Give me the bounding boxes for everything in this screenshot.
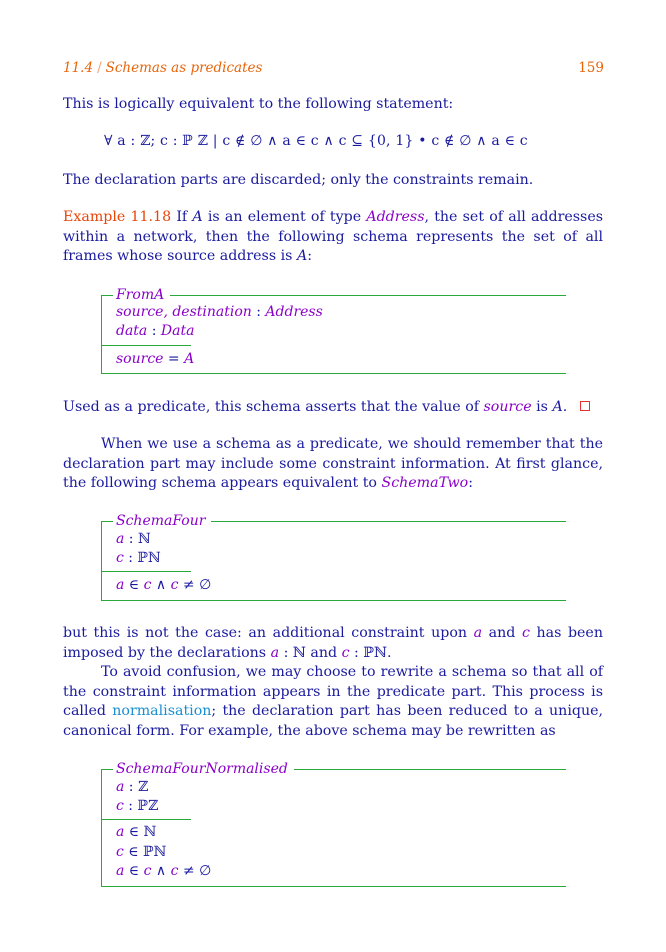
schema-declaration: c : ℙℕ [116, 550, 161, 566]
paragraph-5: but this is not the case: an additional constraint upon a and c has been imposed by the declarations a : ℕ and c : ℙℕ. [63, 625, 603, 661]
schema-declaration: data : Data [116, 323, 195, 339]
schema-schemafournormalised [101, 761, 566, 887]
schema-title: SchemaFourNormalised [113, 761, 294, 777]
qed-square-icon [580, 401, 590, 411]
type-name: Address [366, 209, 425, 225]
schema-declaration: source, destination : Address [116, 304, 323, 320]
page-number: 159 [578, 60, 604, 76]
schema-reference: SchemaTwo [381, 475, 469, 491]
schema-declaration: a : ℤ [116, 779, 149, 795]
schema-predicate: source = A [116, 351, 195, 367]
example-paragraph: Example 11.18 If A is an element of type Address, the set of all addresses within a network, then the following schema represents the set of all frames whose source address is A: [63, 209, 604, 264]
formula [104, 133, 528, 149]
schema-title: SchemaFour [113, 513, 211, 529]
paragraph-6: To avoid confusion, we may choose to rewrite a schema so that all of the constraint information appears in the predicate part. This process is called normalisation; the declaration part has been reduced to a unique, canonical form. For example, the above schema may be rewritten as [63, 664, 603, 739]
running-header: 11.4 / Schemas as predicates [63, 60, 263, 76]
paragraph-4: When we use a schema as a predicate, we should remember that the declaration part may include some constraint information. At first glance, the following schema appears equivalent to SchemaTwo: [63, 436, 603, 491]
paragraph-2: The declaration parts are discarded; only the constraints remain. [63, 172, 534, 188]
schema-title: FromA [113, 287, 170, 303]
schema-predicate: a ∈ ℕ [116, 824, 157, 840]
section-number: 11.4 [63, 60, 94, 76]
schema-predicate: c ∈ ℙℕ [116, 844, 167, 860]
schema-divider [101, 571, 191, 572]
schema-declaration: c : ℙℤ [116, 798, 159, 814]
term-normalisation: normalisation [112, 703, 212, 719]
schema-schemafour [101, 513, 566, 601]
schema-predicate: a ∈ c ∧ c ≠ ∅ [116, 577, 212, 593]
paragraph-1: This is logically equivalent to the following statement: [63, 96, 454, 112]
schema-declaration: a : ℕ [116, 531, 151, 547]
example-label: Example 11.18 [63, 209, 172, 225]
schema-predicate: a ∈ c ∧ c ≠ ∅ [116, 863, 212, 879]
schema-divider [101, 345, 191, 346]
formula-text: ∀ a : ℤ; c : ℙ ℤ | c ∉ ∅ ∧ a ∈ c ∧ c ⊆ {0, 1} • c ∉ ∅ ∧ a ∈ c [104, 133, 528, 149]
schema-divider [101, 819, 191, 820]
schema-froma [101, 287, 566, 374]
section-title: Schemas as predicates [105, 60, 263, 76]
paragraph-3: Used as a predicate, this schema asserts that the value of source is A. [63, 398, 603, 418]
